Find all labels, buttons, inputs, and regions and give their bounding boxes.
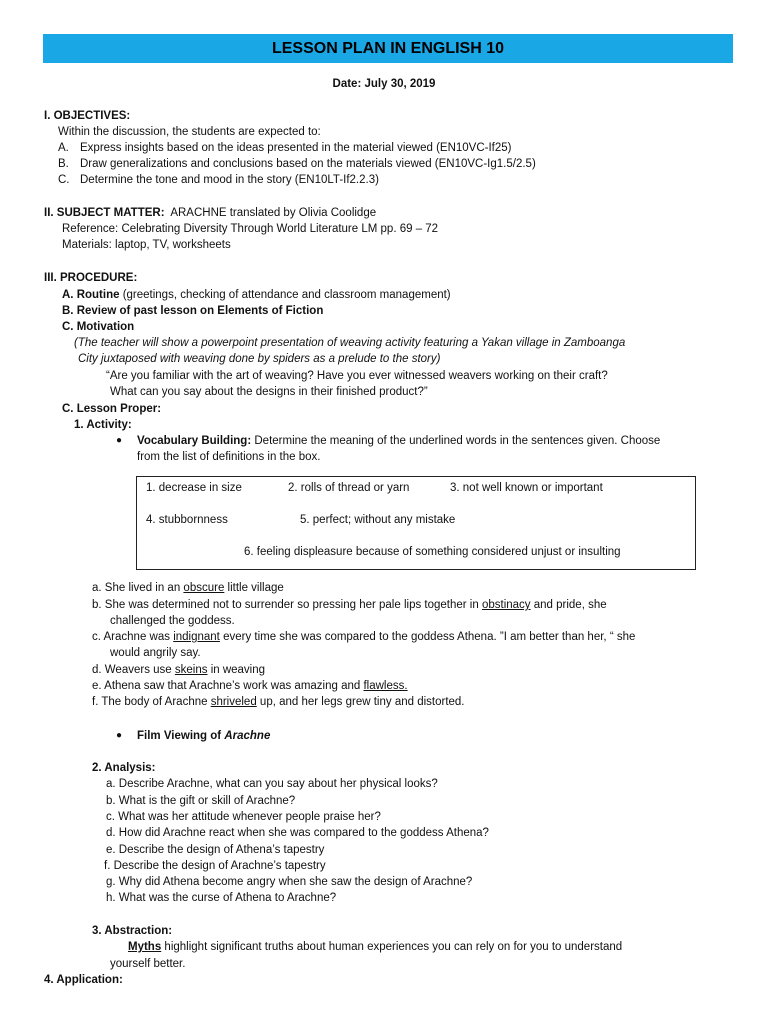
sentence-e-pre: e. Athena saw that Arachne’s work was amazing and [92,680,364,692]
definition-4: 4. stubbornness [146,514,228,526]
objective-c-letter: C. [58,174,70,186]
vocab-bullet: ● [116,435,123,446]
objectives-heading: I. OBJECTIVES: [44,110,131,122]
analysis-question-g: g. Why did Athena become angry when she saw the design of Arachne? [106,876,473,888]
definition-1: 1. decrease in size [146,482,242,494]
sentence-e [92,678,408,694]
review-line: B. Review of past lesson on Elements of Fiction [62,305,324,317]
objective-a-letter: A. [58,142,69,154]
sentence-b-post: and pride, she [530,599,607,611]
subject-matter-heading: II. SUBJECT MATTER: [44,207,165,219]
reference-line: Reference: Celebrating Diversity Through World Literature LM pp. 69 – 72 [62,223,439,235]
sentence-c-pre: c. Arachne was [92,631,174,643]
sentence-a-pre: a. She lived in an [92,582,184,594]
sentence-f-pre: f. The body of Arachne [92,696,211,708]
sentence-c-cont: would angrily say. [110,647,201,659]
analysis-question-f: f. Describe the design of Arachne’s tapestry [104,860,326,872]
film-bullet: ● [116,730,123,741]
subject-matter-line [44,205,376,221]
title-banner [43,34,733,63]
sentence-d [92,662,265,678]
analysis-question-d: d. How did Arachne react when she was compared to the goddess Athena? [106,827,489,839]
sentence-d-word: skeins [174,664,208,676]
sentence-b-word: obstinacy [481,599,531,611]
application-heading: 4. Application: [44,974,123,986]
vocab-text-1: Determine the meaning of the underlined words in the sentences given. Choose [251,435,661,447]
analysis-question-h: h. What was the curse of Athena to Arachne? [106,892,337,904]
sentence-b [92,597,607,613]
definition-2: 2. rolls of thread or yarn [288,482,410,494]
subject-matter-text: ARACHNE translated by Olivia Coolidge [170,207,377,219]
routine-line [62,287,451,303]
vocab-instruction-2: from the list of definitions in the box. [137,451,321,463]
motivation-question-2: What can you say about the designs in their finished product?” [110,386,428,398]
sentence-a [92,580,284,596]
abstraction-line-1 [128,939,622,955]
sentence-f-post: up, and her legs grew tiny and distorted. [256,696,465,708]
film-viewing-line [137,728,270,744]
objective-b-text: Draw generalizations and conclusions based on the materials viewed (EN10VC-Ig1.5/2.5) [80,158,536,170]
analysis-question-a: a. Describe Arachne, what can you say about her physical looks? [106,778,438,790]
motivation-question-1: “Are you familiar with the art of weaving? Have you ever witnessed weavers working on their craft? [106,370,608,382]
routine-label: A. Routine [62,289,120,301]
analysis-question-c: c. What was her attitude whenever people praise her? [106,811,381,823]
lesson-proper-heading: C. Lesson Proper: [62,403,162,415]
motivation-note-2: City juxtaposed with weaving done by spiders as a prelude to the story) [78,353,441,365]
motivation-note-1: (The teacher will show a powerpoint presentation of weaving activity featuring a Yakan village in Zamboanga [74,337,626,349]
motivation-heading: C. Motivation [62,321,135,333]
sentence-e-word: flawless. [363,680,408,692]
film-title: Arachne [224,730,271,742]
objectives-intro: Within the discussion, the students are expected to: [58,126,321,138]
sentence-a-post: little village [224,582,284,594]
abstraction-word: Myths [128,941,162,953]
film-label: Film Viewing of [137,730,225,742]
analysis-heading: 2. Analysis: [92,762,156,774]
sentence-d-pre: d. Weavers use [92,664,175,676]
page-title: LESSON PLAN IN ENGLISH 10 [271,39,505,57]
objective-b-letter: B. [58,158,69,170]
sentence-f [92,694,465,710]
vocab-label: Vocabulary Building: [137,435,252,447]
sentence-b-pre: b. She was determined not to surrender so pressing her pale lips together in [92,599,482,611]
materials-line: Materials: laptop, TV, worksheets [62,239,231,251]
sentence-f-word: shriveled [210,696,257,708]
vocab-instruction-1 [137,433,660,449]
routine-text: (greetings, checking of attendance and classroom management) [119,289,451,301]
sentence-d-post: in weaving [207,664,266,676]
analysis-question-e: e. Describe the design of Athena’s tapestry [106,844,325,856]
definition-6: 6. feeling displeasure because of something considered unjust or insulting [244,546,621,558]
objective-c-text: Determine the tone and mood in the story (EN10LT-If2.2.3) [80,174,379,186]
objective-a-text: Express insights based on the ideas presented in the material viewed (EN10VC-If25) [80,142,512,154]
sentence-b-cont: challenged the goddess. [110,615,235,627]
definition-3: 3. not well known or important [450,482,603,494]
abstraction-line-2: yourself better. [110,958,186,970]
abstraction-heading: 3. Abstraction: [92,925,173,937]
procedure-heading: III. PROCEDURE: [44,272,138,284]
abstraction-text-1: highlight significant truths about human experiences you can rely on for you to understand [161,941,623,953]
definition-5: 5. perfect; without any mistake [300,514,456,526]
sentence-a-word: obscure [183,582,225,594]
sentence-c-word: indignant [173,631,220,643]
analysis-question-b: b. What is the gift or skill of Arachne? [106,795,296,807]
activity-heading: 1. Activity: [74,419,132,431]
sentence-c [92,629,635,645]
sentence-c-post: every time she was compared to the goddess Athena. ”I am better than her, “ she [219,631,636,643]
date-line: Date: July 30, 2019 [332,78,436,90]
